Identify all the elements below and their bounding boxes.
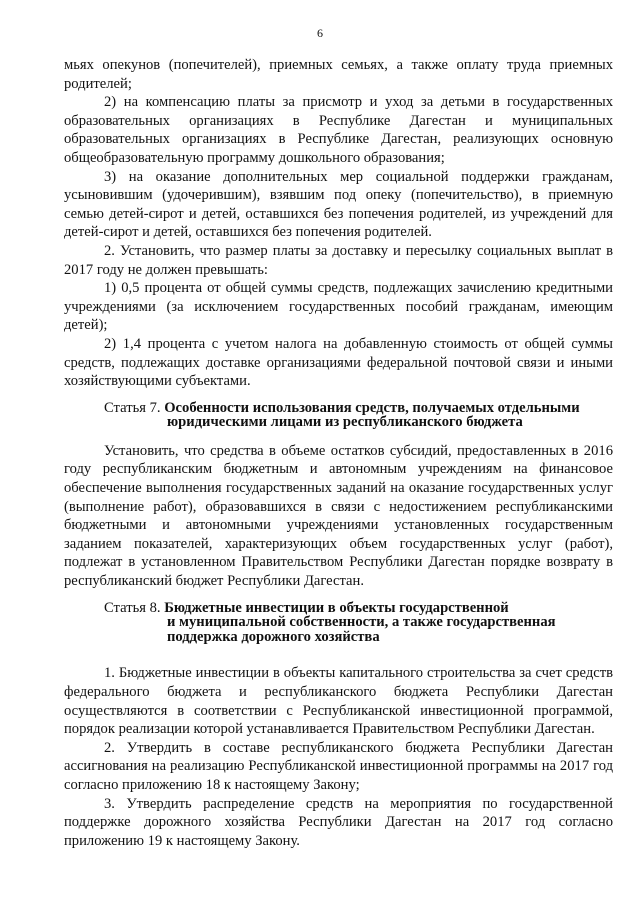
paragraph: 2. Установить, что размер платы за доставку и пересылку социальных выплат в 2017 году не должен превышать: bbox=[64, 242, 613, 278]
article-8-title-line-2: и муниципальной собственности, а также государственная bbox=[167, 614, 556, 631]
article-8-title-line-3: поддержка дорожного хозяйства bbox=[167, 628, 380, 645]
paragraph: 1) 0,5 процента от общей суммы средств, подлежащих зачислению кредитными учреждениями (за исключением государственных пособий гражданам, имеющим детей); bbox=[64, 280, 613, 334]
paragraph: 3. Утвердить распределение средств на мероприятия по государственной поддержке дорожного хозяйства Республики Дагестан на 2017 год согласно приложению 19 к настоящему Закону. bbox=[64, 795, 613, 849]
paragraph: мьях опекунов (попечителей), приемных семьях, а также оплату труда приемных родителей; bbox=[64, 57, 613, 92]
article-7-heading bbox=[64, 401, 613, 430]
article-8-label: Статья 8. bbox=[104, 599, 161, 616]
paragraph: Установить, что средства в объеме остатков субсидий, предоставленных в 2016 году республиканским бюджетным и автономным учреждениям на финансовое обеспечение выполнения государственных заданий на оказание государственных услуг (выполнение работ), образовавшихся в связи с недостижением республиканскими бюджетными и автономными учреждениями установленных государственным заданием показателей, характеризующих объем государственных услуг (работ), подлежат в установленном Правительством Республики Дагестан порядке возврату в республиканский бюджет Республики Дагестан. bbox=[64, 442, 613, 590]
article-7-title-line-2: юридическими лицами из республиканского бюджета bbox=[167, 414, 523, 431]
article-7-label: Статья 7. bbox=[104, 399, 161, 416]
page-number: 6 bbox=[317, 26, 323, 40]
article-8-title-line-1: Бюджетные инвестиции в объекты государственной bbox=[164, 599, 509, 616]
paragraph: 2) 1,4 процента с учетом налога на добавленную стоимость от общей суммы средств, подлежащих доставке организациями федеральной почтовой связи и иными хозяйствующими субъектами. bbox=[64, 335, 613, 390]
paragraph: 2) на компенсацию платы за присмотр и уход за детьми в государственных образовательных организациях в Республике Дагестан и муниципальных образовательных организациях в Республике Дагестан, реализующих основную общеобразовательную программу дошкольного образования; bbox=[64, 94, 613, 166]
document-body bbox=[64, 56, 613, 850]
paragraph: 1. Бюджетные инвестиции в объекты капитального строительства за счет средств федерального бюджета и республиканского бюджета Республики Дагестан осуществляются в соответствии с Республиканской инвестиционной программой, порядок реализации которой устанавливается Правительством Республики Дагестан. bbox=[64, 665, 613, 738]
article-8-heading bbox=[64, 601, 613, 645]
paragraph: 2. Утвердить в составе республиканского бюджета Республики Дагестан ассигнования на реализацию Республиканской инвестиционной программы на 2017 год согласно приложению 18 к настоящему Закону; bbox=[64, 739, 613, 793]
article-7-title-line-1: Особенности использования средств, получаемых отдельными bbox=[164, 399, 580, 416]
paragraph: 3) на оказание дополнительных мер социальной поддержки гражданам, усыновившим (удочерившим), взявшим под опеку (попечительство), в приемную семью детей-сирот и детей, оставшихся без попечения родителей, из учреждений для детей-сирот и детей, оставшихся без попечения родителей. bbox=[64, 168, 613, 241]
